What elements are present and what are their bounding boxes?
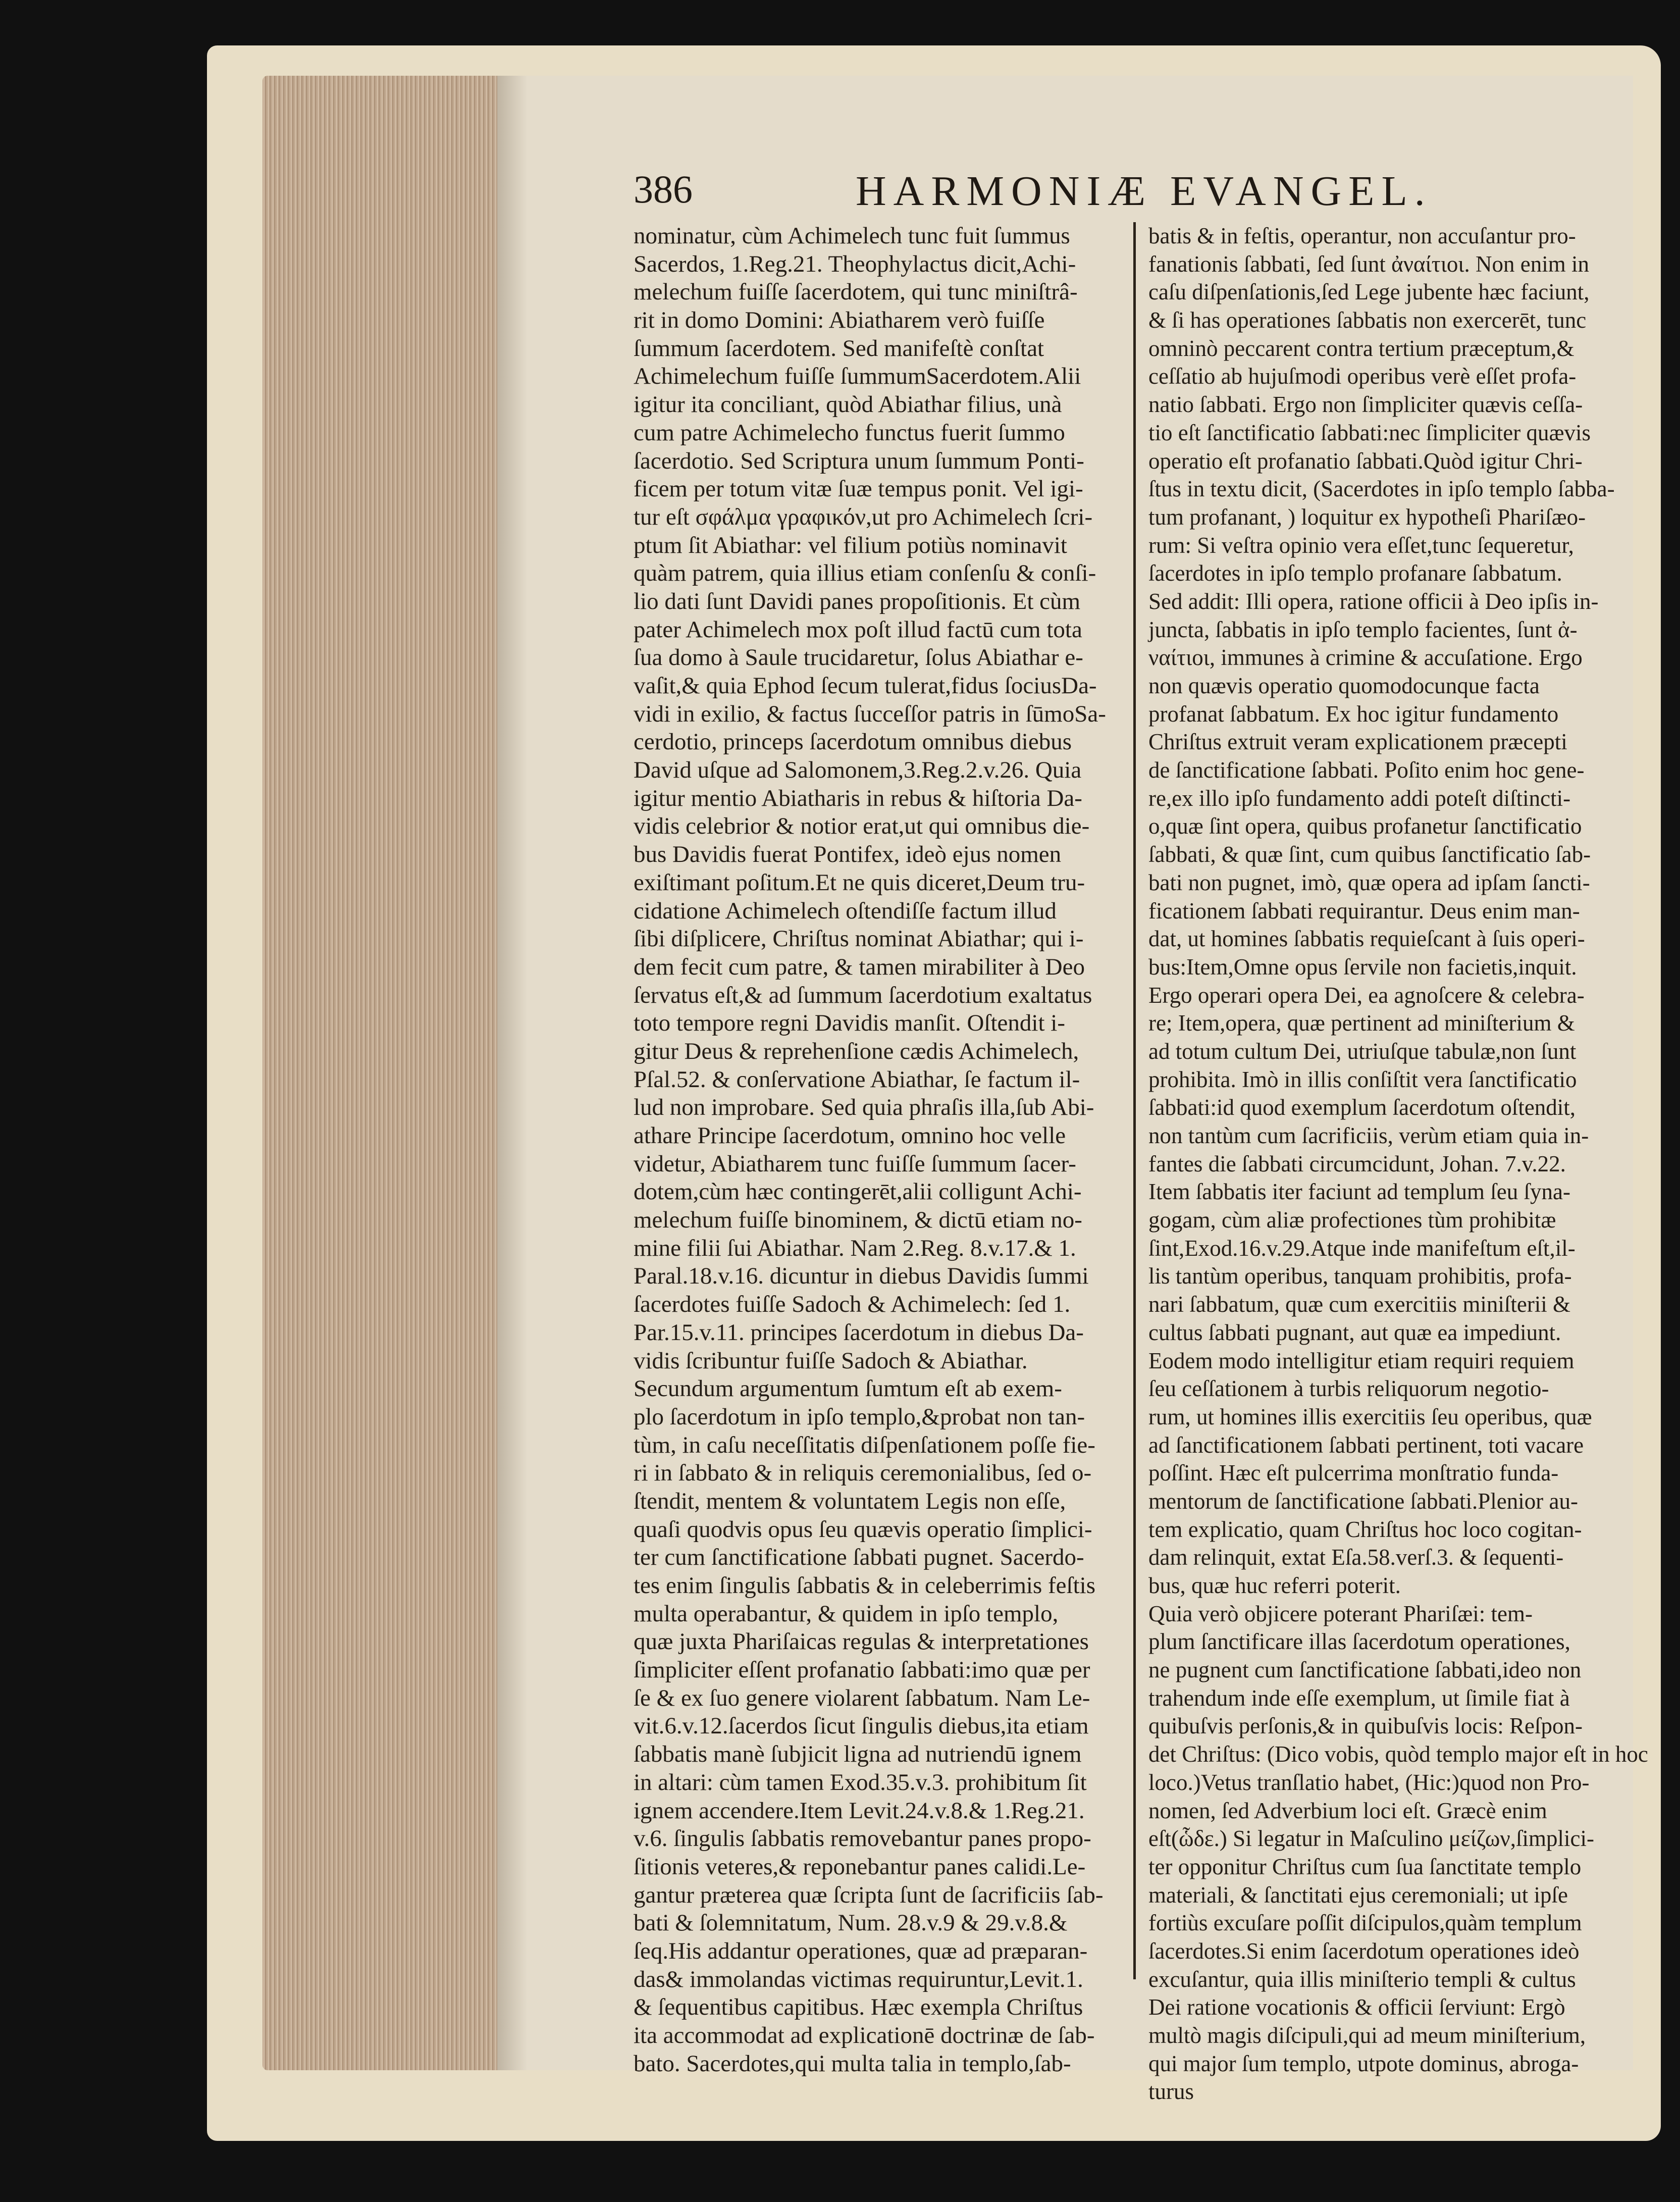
text-line: ſint,Exod.16.v.29.Atque inde manifeſtum eſt,il-: [1148, 1235, 1576, 1261]
text-line: lio dati ſunt Davidi panes propoſitionis. Et cùm: [634, 588, 1081, 614]
text-line: poſſint. Hæc eſt pulcerrima monſtratio funda-: [1148, 1460, 1559, 1486]
text-line: natio ſabbati. Ergo non ſimpliciter quævis ceſſa-: [1148, 392, 1583, 418]
text-line: Achimelechum fuiſſe ſummumSacerdotem.Alii: [634, 363, 1081, 390]
text-line: Secundum argumentum ſumtum eſt ab exem-: [634, 1375, 1062, 1402]
text-line: dotem,cùm hæc contingerēt,alii colligunt Achi-: [634, 1179, 1082, 1205]
text-line: ſeu ceſſationem à turbis reliquorum negotio-: [1148, 1376, 1549, 1402]
right-text-column: [1148, 222, 1648, 2105]
text-line: Paral.18.v.16. dicuntur in diebus Davidis ſummi: [634, 1263, 1089, 1290]
text-line: trahendum inde eſſe exemplum, ut ſimile fiat à: [1148, 1685, 1570, 1711]
text-line: omninò peccarent contra tertium præceptum,&: [1148, 335, 1574, 361]
text-line: gantur præterea quæ ſcripta ſunt de ſacrificiis ſab-: [634, 1881, 1104, 1908]
text-line: de ſanctificatione ſabbati. Poſito enim hoc gene-: [1148, 757, 1585, 783]
text-line: ναίτιοι, immunes à crimine & accuſatione. Ergo: [1148, 645, 1583, 671]
text-line: nari ſabbatum, quæ cum exercitiis miniſterii &: [1148, 1292, 1571, 1317]
text-line: plo ſacerdotum in ipſo templo,&probat non tan-: [634, 1403, 1085, 1430]
text-line: vit.6.v.12.ſacerdos ſicut ſingulis diebus,ita etiam: [634, 1713, 1089, 1739]
text-line: pater Achimelech mox poſt illud factū cum tota: [634, 616, 1082, 643]
text-line: rum: Si veſtra opinio vera eſſet,tunc ſequeretur,: [1148, 532, 1574, 558]
text-line: mentorum de ſanctificatione ſabbati.Plenior au-: [1148, 1488, 1578, 1514]
text-line: eſt(ὧδε.) Si legatur in Maſculino μείζων,ſimplici-: [1148, 1826, 1594, 1852]
text-line: bati & ſolemnitatum, Num. 28.v.9 & 29.v.8.&: [634, 1910, 1068, 1936]
page-header: [634, 167, 1441, 222]
text-line: vidi in exilio, & factus ſucceſſor patris in ſūmoSa-: [634, 700, 1106, 727]
text-line: Sacerdos, 1.Reg.21. Theophylactus dicit,Achi-: [634, 250, 1076, 277]
gutter-shadow: [497, 76, 528, 2070]
text-line: tem explicatio, quam Chriſtus hoc loco cogitan-: [1148, 1516, 1582, 1542]
text-line: ter opponitur Chriſtus cum ſua ſanctitate templo: [1148, 1854, 1582, 1879]
text-line: gitur Deus & reprehenſione cædis Achimelech,: [634, 1038, 1079, 1064]
text-line: & ſi has operationes ſabbatis non exercerēt, tunc: [1148, 308, 1587, 333]
text-line: ita accommodat ad explicationē doctrinæ de ſab-: [634, 2022, 1095, 2049]
text-line: Item ſabbatis iter faciunt ad templum ſeu ſyna-: [1148, 1179, 1570, 1205]
column-rule: [1133, 222, 1136, 1979]
text-line: ſervatus eſt,& ad ſummum ſacerdotium exaltatus: [634, 982, 1092, 1008]
text-line: dem fecit cum patre, & tamen mirabiliter à Deo: [634, 953, 1085, 980]
text-line: das& immolandas victimas requiruntur,Levit.1.: [634, 1966, 1083, 1992]
page-edges: [262, 76, 505, 2070]
text-line: re,ex illo ipſo fundamento addi poteſt diſtincti-: [1148, 785, 1571, 811]
text-line: David uſque ad Salomonem,3.Reg.2.v.26. Quia: [634, 757, 1082, 784]
text-line: tùm, in caſu neceſſitatis diſpenſationem poſſe fie-: [634, 1431, 1095, 1458]
text-line: non quævis operatio quomodocunque facta: [1148, 673, 1540, 698]
text-line: dam relinquit, extat Eſa.58.verſ.3. & ſequenti-: [1148, 1545, 1564, 1570]
text-line: bus:Item,Omne opus ſervile non facietis,inquit.: [1148, 954, 1577, 980]
text-line: vidis ſcribuntur fuiſſe Sadoch & Abiathar.: [634, 1347, 1028, 1374]
text-line: vidis celebrior & notior erat,ut qui omnibus die-: [634, 813, 1090, 840]
text-line: exiſtimant poſitum.Et ne quis diceret,Deum tru-: [634, 869, 1085, 896]
text-line: quibuſvis perſonis,& in quibuſvis locis: Reſpon-: [1148, 1713, 1583, 1739]
text-line: ptum ſit Abiathar: vel filium potiùs nominavit: [634, 532, 1067, 558]
text-line: cum patre Achimelecho functus fuerit ſummo: [634, 419, 1065, 446]
text-line: ſitionis veteres,& reponebantur panes calidi.Le-: [634, 1853, 1086, 1880]
text-line: ſe & ex ſuo genere violarent ſabbatum. Nam Le-: [634, 1684, 1090, 1711]
text-line: ſabbati:id quod exemplum ſacerdotum oſtendit,: [1148, 1095, 1576, 1120]
text-line: v.6. ſingulis ſabbatis removebantur panes propo-: [634, 1825, 1091, 1852]
text-line: ſacerdotio. Sed Scriptura unum ſummum Ponti-: [634, 447, 1084, 474]
text-line: ſtus in textu dicit, (Sacerdotes in ipſo templo ſabba-: [1148, 476, 1615, 502]
text-line: melechum fuiſſe ſacerdotem, qui tunc miniſtrâ-: [634, 279, 1078, 305]
text-line: Quia verò objicere poterant Phariſæi: tem-: [1148, 1601, 1533, 1626]
page-number: 386: [634, 167, 693, 211]
text-line: bus Davidis fuerat Pontifex, ideò ejus nomen: [634, 841, 1062, 868]
text-line: bati non pugnet, imò, quæ opera ad ipſam ſancti-: [1148, 869, 1590, 895]
text-line: re; Item,opera, quæ pertinent ad miniſterium &: [1148, 1010, 1575, 1036]
text-line: tum profanant, ) loquitur ex hypotheſi Phariſæo-: [1148, 504, 1586, 530]
text-line: materiali, & ſanctitati ejus ceremoniali; ut ipſe: [1148, 1882, 1568, 1908]
text-line: plum ſanctificare illas ſacerdotum operationes,: [1148, 1629, 1570, 1655]
text-line: tio eſt ſanctificatio ſabbati:nec ſimpliciter quævis: [1148, 420, 1591, 445]
text-line: cultus ſabbati pugnant, aut quæ ea impediunt.: [1148, 1319, 1561, 1345]
text-line: ad ſanctificationem ſabbati pertinent, toti vacare: [1148, 1432, 1584, 1458]
text-line: athare Principe ſacerdotum, omnino hoc velle: [634, 1122, 1066, 1149]
text-line: bato. Sacerdotes,qui multa talia in templo,ſab-: [634, 2050, 1071, 2077]
text-line: gogam, cùm aliæ profectiones tùm prohibitæ: [1148, 1207, 1556, 1233]
running-head: HARMONIÆ EVANGEL.: [856, 168, 1432, 215]
text-line: ſummum ſacerdotem. Sed manifeſtè conſtat: [634, 335, 1044, 362]
text-line: melechum fuiſſe binominem, & dictū etiam no-: [634, 1207, 1082, 1234]
text-line: quàm patrem, quia illius etiam conſenſu & conſi-: [634, 560, 1096, 587]
text-line: mine filii ſui Abiathar. Nam 2.Reg. 8.v.17.& 1.: [634, 1235, 1076, 1261]
text-line: Ergo operari opera Dei, ea agnoſcere & celebra-: [1148, 982, 1585, 1008]
text-line: quaſi quodvis opus ſeu quævis operatio ſimplici-: [634, 1516, 1092, 1543]
text-line: multa operabantur, & quidem in ipſo templo,: [634, 1600, 1059, 1627]
left-text-column: [634, 222, 1126, 2077]
text-line: bus, quæ huc referri poterit.: [1148, 1573, 1401, 1598]
text-line: det Chriſtus: (Dico vobis, quòd templo major eſt in hoc: [1148, 1742, 1648, 1767]
text-line: nominatur, cùm Achimelech tunc fuit ſummus: [634, 223, 1070, 249]
text-line: quæ juxta Phariſaicas regulas & interpretationes: [634, 1628, 1089, 1655]
text-line: ſibi diſplicere, Chriſtus nominat Abiathar; qui i-: [634, 926, 1084, 952]
text-line: fortiùs excuſare poſſit diſcipulos,quàm templum: [1148, 1910, 1582, 1936]
text-line: batis & in feſtis, operantur, non accuſantur pro-: [1148, 223, 1576, 248]
text-line: qui major ſum templo, utpote dominus, abroga-: [1148, 2051, 1579, 2076]
text-line: o,quæ ſint opera, quibus profanetur ſanctificatio: [1148, 813, 1582, 839]
text-line: ſacerdotes in ipſo templo profanare ſabbatum.: [1148, 560, 1562, 586]
text-line: igitur ita conciliant, quòd Abiathar filius, unà: [634, 391, 1062, 418]
text-line: dat, ut homines ſabbatis requieſcant à ſuis operi-: [1148, 926, 1585, 952]
text-line: ficem per totum vitæ ſuæ tempus ponit. Vel igi-: [634, 476, 1083, 502]
text-line: ſacerdotes.Si enim ſacerdotum operationes ideò: [1148, 1938, 1580, 1964]
text-line: rit in domo Domini: Abiatharem verò fuiſſe: [634, 307, 1045, 334]
text-line: Eodem modo intelligitur etiam requiri requiem: [1148, 1348, 1574, 1373]
text-line: ſabbatis manè ſubjicit ligna ad nutriendū ignem: [634, 1741, 1082, 1768]
text-line: fanationis ſabbati, ſed ſunt ἀναίτιοι. Non enim in: [1148, 251, 1590, 277]
text-line: & ſequentibus capitibus. Hæc exempla Chriſtus: [634, 1994, 1083, 2021]
text-line: Pſal.52. & conſervatione Abiathar, ſe factum il-: [634, 1066, 1080, 1093]
text-line: Par.15.v.11. principes ſacerdotum in diebus Da-: [634, 1319, 1084, 1346]
text-line: ſimpliciter eſſent profanatio ſabbati:imo quæ per: [634, 1657, 1090, 1683]
text-line: multò magis diſcipuli,qui ad meum miniſterium,: [1148, 2023, 1586, 2048]
text-line: cerdotio, princeps ſacerdotum omnibus diebus: [634, 729, 1072, 755]
text-line: turus: [1148, 2079, 1194, 2105]
text-line: Sed addit: Illi opera, ratione officii à Deo ipſis in-: [1148, 588, 1599, 614]
text-line: toto tempore regni Davidis manſit. Oſtendit i-: [634, 1010, 1065, 1037]
text-line: fantes die ſabbati circumcidunt, Johan. 7.v.22.: [1148, 1151, 1566, 1176]
text-line: Dei ratione vocationis & officii ſerviunt: Ergò: [1148, 1994, 1565, 2020]
text-line: nomen, ſed Adverbium loci eſt. Græcè enim: [1148, 1798, 1547, 1823]
text-line: lud non improbare. Sed quia phraſis illa,ſub Abi-: [634, 1094, 1094, 1121]
text-line: ceſſatio ab hujuſmodi operibus verè eſſet profa-: [1148, 364, 1577, 389]
text-line: rum, ut homines illis exercitiis ſeu operibus, quæ: [1148, 1404, 1592, 1429]
text-line: prohibita. Imò in illis conſiſtit vera ſanctificatio: [1148, 1066, 1577, 1092]
text-line: vaſit,& quia Ephod ſecum tulerat,fidus ſociusDa-: [634, 673, 1097, 699]
text-line: igitur mentio Abiatharis in rebus & hiſtoria Da-: [634, 785, 1082, 811]
text-line: ſua domo à Saule trucidaretur, ſolus Abiathar e-: [634, 644, 1083, 671]
text-line: in altari: cùm tamen Exod.35.v.3. prohibitum ſit: [634, 1769, 1087, 1796]
text-line: ignem accendere.Item Levit.24.v.8.& 1.Reg.21.: [634, 1797, 1085, 1824]
text-line: ſabbati, & quæ ſint, cum quibus ſanctificatio ſab-: [1148, 842, 1591, 867]
text-line: ſeq.His addantur operationes, quæ ad præparan-: [634, 1937, 1088, 1964]
text-line: ne pugnent cum ſanctificatione ſabbati,ideo non: [1148, 1657, 1582, 1683]
text-line: caſu diſpenſationis,ſed Lege jubente hæc faciunt,: [1148, 279, 1590, 305]
text-line: ad totum cultum Dei, utriuſque tabulæ,non ſunt: [1148, 1038, 1577, 1064]
text-line: lis tantùm operibus, tanquam prohibitis, profa-: [1148, 1263, 1572, 1289]
text-line: ri in ſabbato & in reliquis ceremonialibus, ſed o-: [634, 1460, 1092, 1487]
text-line: loco.)Vetus tranſlatio habet, (Hic:)quod non Pro-: [1148, 1769, 1590, 1795]
text-line: ſacerdotes fuiſſe Sadoch & Achimelech: ſed 1.: [634, 1291, 1071, 1318]
text-line: cidatione Achimelech oſtendiſſe factum illud: [634, 897, 1057, 924]
text-line: tur eſt σφάλμα γραφικόν,ut pro Achimelech ſcri-: [634, 503, 1093, 530]
text-line: ſtendit, mentem & voluntatem Legis non eſſe,: [634, 1488, 1066, 1514]
text-line: videtur, Abiatharem tunc fuiſſe ſummum ſacer-: [634, 1150, 1076, 1177]
text-line: operatio eſt profanatio ſabbati.Quòd igitur Chri-: [1148, 448, 1583, 474]
text-line: ter cum ſanctificatione ſabbati pugnet. Sacerdo-: [634, 1544, 1084, 1571]
text-line: profanat ſabbatum. Ex hoc igitur fundamento: [1148, 701, 1559, 727]
text-line: ficationem ſabbati requirantur. Deus enim man-: [1148, 898, 1580, 924]
text-line: juncta, ſabbatis in ipſo templo facientes, ſunt ἀ-: [1148, 617, 1578, 642]
text-line: non tantùm cum ſacrificiis, verùm etiam quia in-: [1148, 1123, 1589, 1148]
text-line: Chriſtus extruit veram explicationem præcepti: [1148, 729, 1567, 755]
text-line: excuſantur, quia illis miniſterio templi & cultus: [1148, 1966, 1576, 1992]
text-line: tes enim ſingulis ſabbatis & in celeberrimis feſtis: [634, 1572, 1096, 1599]
